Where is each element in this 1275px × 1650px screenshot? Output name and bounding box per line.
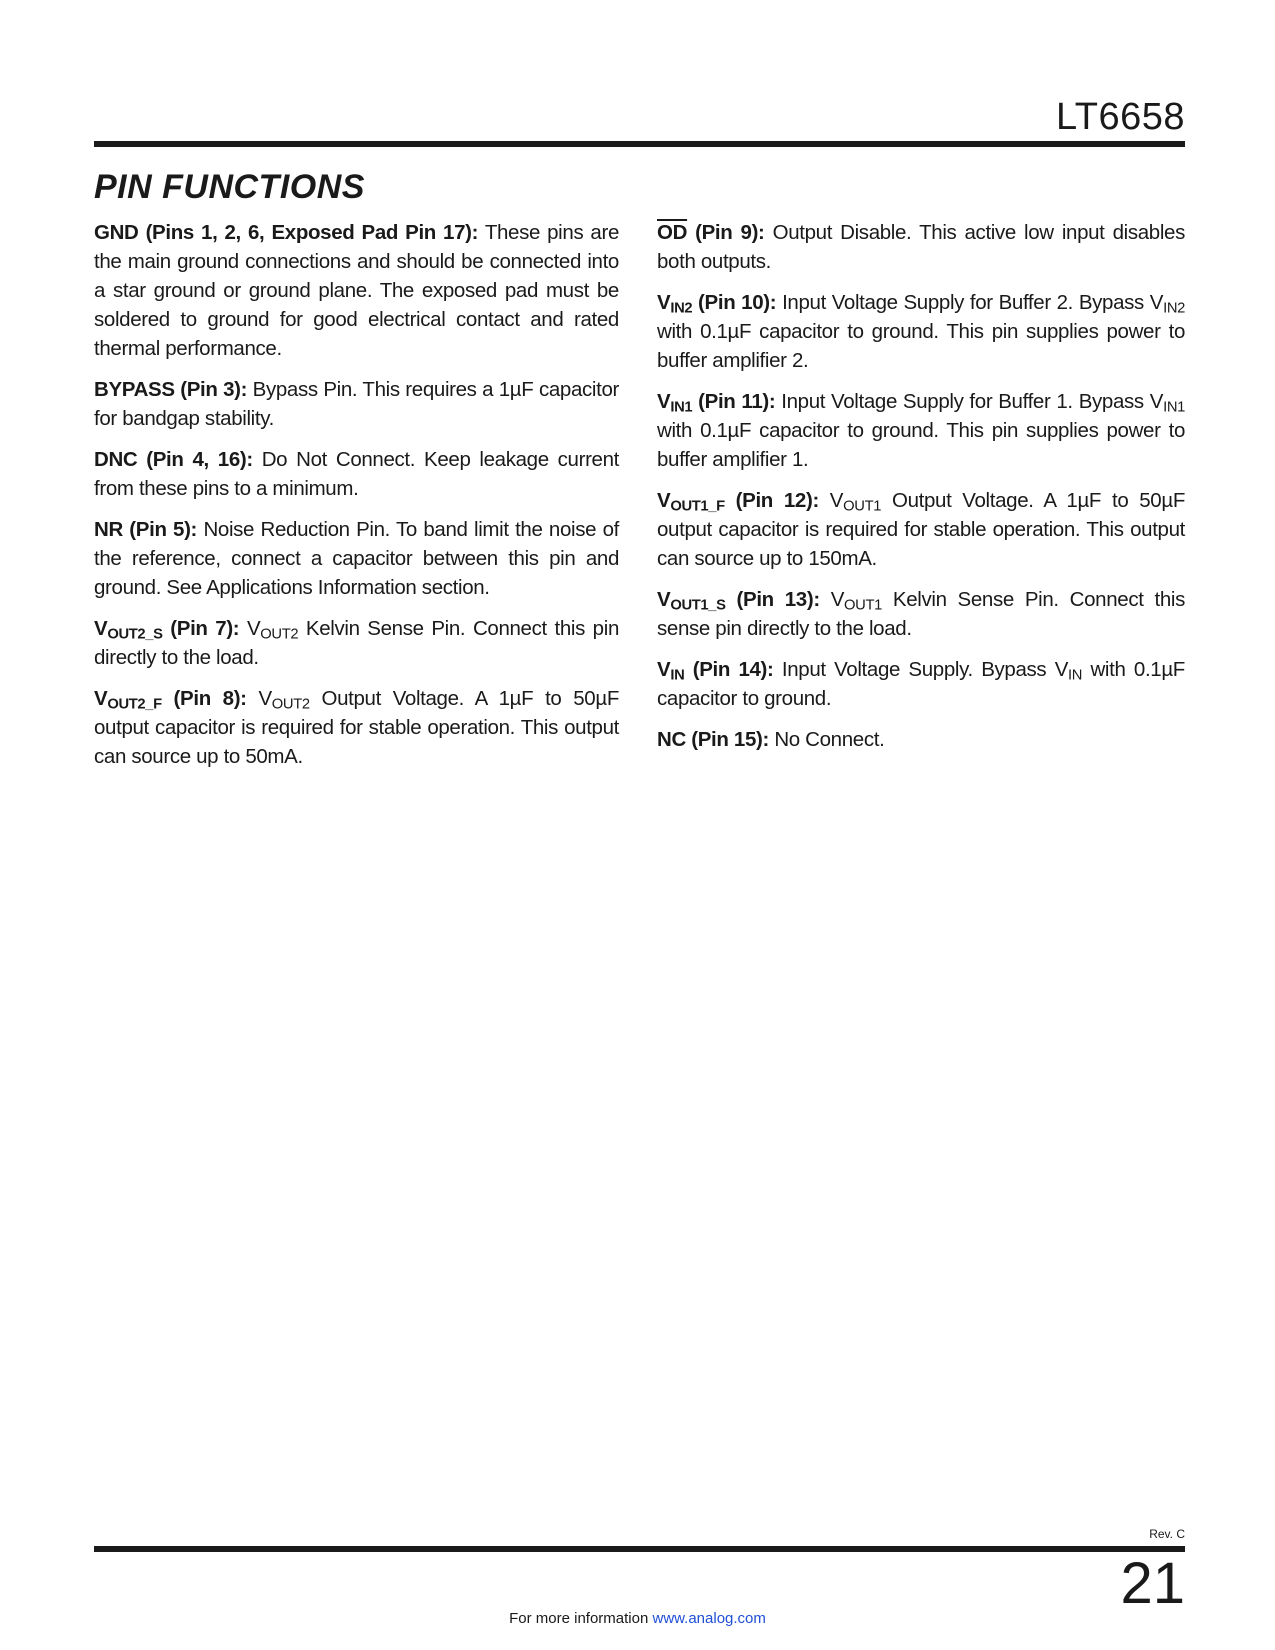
pin-bypass (94, 375, 619, 433)
pin-vin2: $V_{IN2}$ (Pin 10): Input Voltage Supply for Buffer 2. Bypass $V_{IN2}$ with 0.1µF capacitor to ground. This pin supplies power to buffer amplifier 2. (657, 291, 1185, 372)
section-title: PIN FUNCTIONS (94, 168, 365, 206)
pin-gnd (94, 218, 619, 363)
pin-name: $V_{OUT2\_F}$ (Pin 8): (94, 687, 247, 713)
footer-rule (94, 1546, 1185, 1552)
footer-info (0, 1610, 1275, 1627)
pin-description: Kelvin Sense Pin. Connect this pin directly to the load. (94, 617, 619, 669)
pin-name: $\overline{OD}$ (Pin 9): (657, 221, 765, 244)
pin-vout2-f: $V_{OUT2\_F}$ (Pin 8): $V_{OUT2}$ Output Voltage. A 1µF to 50µF output capacitor is required for stable operation. This output can source up to 50mA. (94, 687, 619, 768)
right-column (657, 218, 1185, 766)
pin-dnc (94, 445, 619, 503)
pin-name: NR (Pin 5): (94, 518, 198, 541)
pin-name: DNC (Pin 4, 16): (94, 448, 253, 471)
pin-description: Bypass Pin. This requires a 1µF capacitor for bandgap stability. (94, 378, 619, 430)
pin-nc (657, 725, 1185, 754)
pin-description: Output Disable. This active low input disables both outputs. (657, 221, 1186, 273)
pin-vin: $V_{IN}$ (Pin 14): Input Voltage Supply. Bypass $V_{IN}$ with 0.1µF capacitor to ground. (657, 658, 1185, 710)
pin-vout1-s: $V_{OUT1\_S}$ (Pin 13): $V_{OUT1}$ Kelvin Sense Pin. Connect this sense pin directly to the load. (657, 588, 1185, 640)
pin-description: Do Not Connect. Keep leakage current from these pins to a minimum. (94, 448, 619, 500)
pin-description: Kelvin Sense Pin. Connect this sense pin directly to the load. (657, 588, 1185, 640)
revision-label: Rev. C (1149, 1527, 1185, 1541)
pin-description: Noise Reduction Pin. To band limit the noise of the reference, connect a capacitor between this pin and ground. See Applications Information section. (94, 518, 619, 599)
part-number: LT6658 (1055, 96, 1185, 138)
pin-name: $V_{IN1}$ (Pin 11): (657, 390, 776, 416)
pin-name: GND (Pins 1, 2, 6, Exposed Pad Pin 17): (94, 221, 479, 244)
pin-nr (94, 515, 619, 602)
pin-name: $V_{OUT2\_S}$ (Pin 7): (94, 617, 240, 643)
header-rule (94, 141, 1185, 147)
pin-vout2-s: $V_{OUT2\_S}$ (Pin 7): $V_{OUT2}$ Kelvin Sense Pin. Connect this pin directly to the load. (94, 617, 619, 669)
pin-description: Output Voltage. A 1µF to 50µF output capacitor is required for stable operation. This output can source up to 50mA. (94, 687, 619, 768)
footer-text: For more information (509, 1610, 653, 1627)
pin-description: Output Voltage. A 1µF to 50µF output capacitor is required for stable operation. This output can source up to 150mA. (657, 489, 1185, 570)
pin-name: BYPASS (Pin 3): (94, 378, 248, 401)
pin-name: $V_{IN2}$ (Pin 10): (657, 291, 777, 317)
pin-name: $V_{OUT1\_S}$ (Pin 13): (657, 588, 820, 614)
left-column (94, 218, 619, 783)
pin-description: No Connect. (768, 728, 885, 751)
pin-description: These pins are the main ground connections and should be connected into a star ground or ground plane. The exposed pad must be soldered to ground for good electrical contact and rated thermal performance. (94, 221, 619, 360)
pin-vout1-f: $V_{OUT1\_F}$ (Pin 12): $V_{OUT1}$ Output Voltage. A 1µF to 50µF output capacitor is required for stable operation. This output can source up to 150mA. (657, 489, 1185, 570)
website-link[interactable]: www.analog.com (652, 1610, 766, 1627)
pin-od (657, 218, 1185, 276)
pin-name: NC (Pin 15): (657, 728, 769, 751)
pin-name: $V_{IN}$ (Pin 14): (657, 658, 774, 684)
page-number: 21 (1120, 1551, 1185, 1616)
pin-name: $V_{OUT1\_F}$ (Pin 12): (657, 489, 819, 515)
pin-vin1: $V_{IN1}$ (Pin 11): Input Voltage Supply for Buffer 1. Bypass $V_{IN1}$ with 0.1µF capacitor to ground. This pin supplies power to buffer amplifier 1. (657, 390, 1185, 471)
